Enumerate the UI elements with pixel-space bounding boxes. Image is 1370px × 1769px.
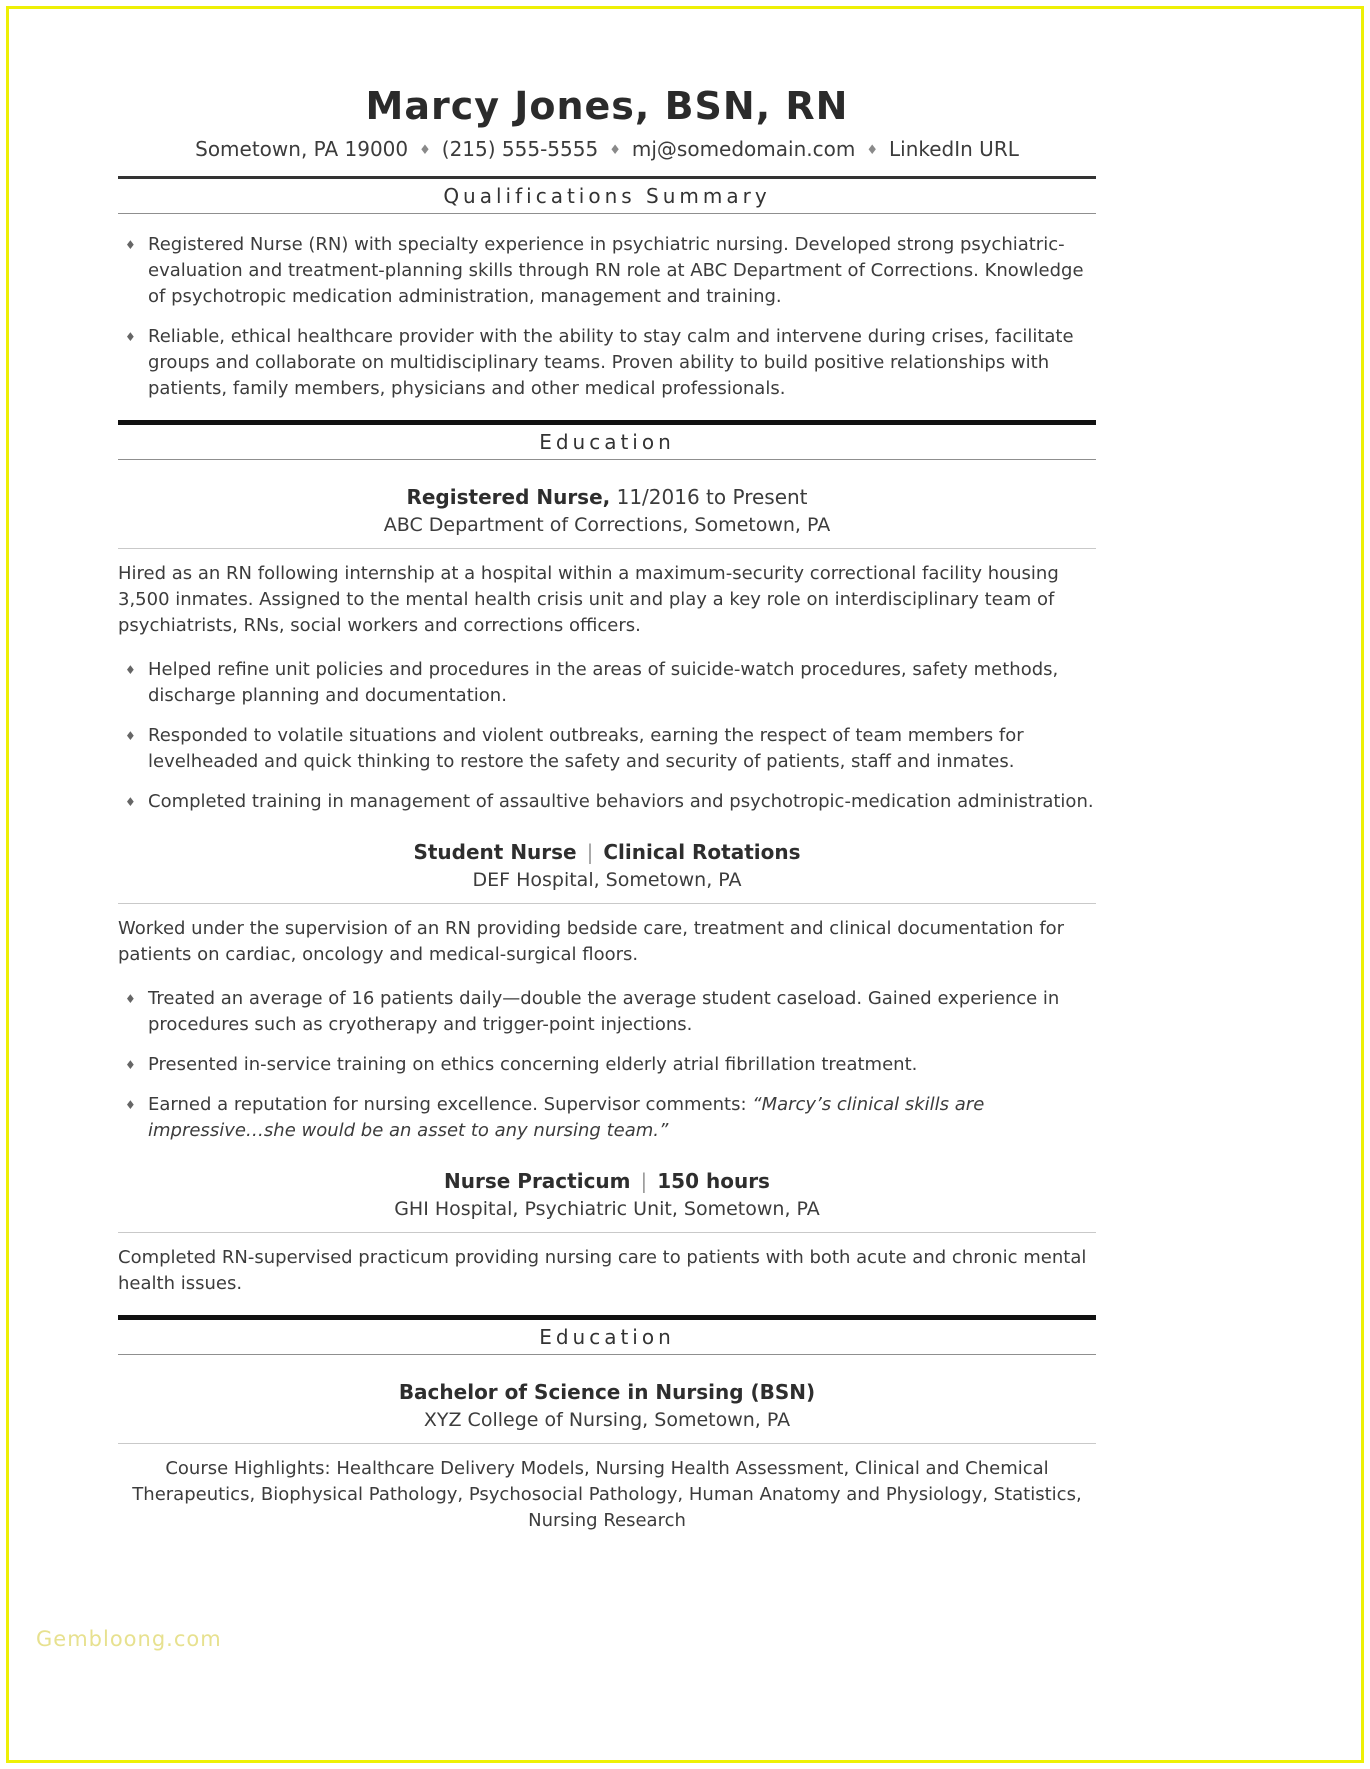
contact-line xyxy=(118,136,1096,164)
job-entry-nurse-practicum xyxy=(118,1168,1096,1297)
pipe-separator: | xyxy=(640,1169,648,1193)
job-bullet-list xyxy=(118,986,1096,1144)
bullet-item xyxy=(118,657,1096,709)
bullet-item xyxy=(118,1052,1096,1078)
subsection-divider xyxy=(118,1232,1096,1233)
job-summary: Worked under the supervision of an RN providing bedside care, treatment and clinical documentation for patients on cardiac, oncology and medical-surgical floors. xyxy=(118,918,1065,965)
section-title-experience: Education xyxy=(539,430,675,454)
section-title-education: Education xyxy=(539,1325,675,1349)
course-highlights: Course Highlights: Healthcare Delivery Models, Nursing Health Assessment, Clinical and Chemical Therapeutics, Biophysical Pathology, Psychosocial Pathology, Human Anatomy and Physiology, Statistics, Nursing Research xyxy=(132,1458,1082,1531)
bullet-item xyxy=(118,1092,1096,1144)
bullet-text: Helped refine unit policies and procedures in the areas of suicide-watch procedures, safety methods, discharge planning and documentation. xyxy=(148,659,1059,706)
watermark-text: Gembloong.com xyxy=(36,1627,222,1651)
section-underline xyxy=(118,459,1096,460)
bullet-text-normal: Earned a reputation for nursing excellence. Supervisor comments: xyxy=(148,1094,753,1115)
pipe-separator: | xyxy=(586,840,594,864)
bullet-text: Treated an average of 16 patients daily—double the average student caseload. Gained experience in procedures such as cryotherapy and trigger-point injections. xyxy=(148,988,1060,1035)
qualifications-bullet-list xyxy=(118,232,1096,402)
subsection-divider xyxy=(118,548,1096,549)
diamond-bullet-icon: ♦ xyxy=(125,238,136,252)
subsection-divider xyxy=(118,903,1096,904)
diamond-bullet-icon: ♦ xyxy=(125,663,136,677)
job-title-right: Clinical Rotations xyxy=(603,840,801,864)
bullet-text: Responded to volatile situations and violent outbreaks, earning the respect of team members for levelheaded and quick thinking to restore the safety and security of patients, staff and inmates. xyxy=(148,725,1024,772)
job-title-left: Student Nurse xyxy=(413,840,577,864)
bullet-text: Registered Nurse (RN) with specialty experience in psychiatric nursing. Developed strong psychiatric-evaluation and treatment-planning skills through RN role at ABC Department of Corrections. Knowledge of psychotropic medication administration, management and training. xyxy=(148,234,1084,307)
job-organization: GHI Hospital, Psychiatric Unit, Sometown, PA xyxy=(394,1198,820,1220)
degree-title: Bachelor of Science in Nursing (BSN) xyxy=(398,1380,816,1404)
job-title-dates: 11/2016 to Present xyxy=(610,485,808,509)
resume-content xyxy=(118,0,1096,1534)
bullet-text: Reliable, ethical healthcare provider with the ability to stay calm and intervene during crises, facilitate groups and collaborate on multidisciplinary teams. Proven ability to build positive relationships with patients, family members, physicians and other medical professionals. xyxy=(148,326,1074,399)
job-organization: ABC Department of Corrections, Sometown, PA xyxy=(383,514,831,536)
job-title-left: Nurse Practicum xyxy=(444,1169,631,1193)
location-text: Sometown, PA 19000 xyxy=(195,137,409,161)
candidate-name: Marcy Jones, BSN, RN xyxy=(365,84,849,128)
bullet-item xyxy=(118,723,1096,775)
job-title-right: 150 hours xyxy=(657,1169,770,1193)
job-title-bold: Registered Nurse, xyxy=(406,485,611,509)
bullet-text: Completed training in management of assaultive behaviors and psychotropic-medication administration. xyxy=(148,791,1094,812)
diamond-bullet-icon: ♦ xyxy=(125,1098,136,1112)
diamond-separator-icon: ♦ xyxy=(419,143,431,158)
school-name: XYZ College of Nursing, Sometown, PA xyxy=(423,1409,791,1431)
bullet-text: Presented in-service training on ethics concerning elderly atrial fibrillation treatment. xyxy=(148,1054,918,1075)
section-title-qualifications: Qualifications Summary xyxy=(443,184,771,208)
job-title xyxy=(118,484,1096,510)
subsection-divider xyxy=(118,1443,1096,1444)
section-underline xyxy=(118,213,1096,214)
phone-text: (215) 555-5555 xyxy=(441,137,599,161)
diamond-bullet-icon: ♦ xyxy=(125,795,136,809)
linkedin-text: LinkedIn URL xyxy=(889,137,1019,161)
job-title xyxy=(118,839,1096,865)
diamond-bullet-icon: ♦ xyxy=(125,729,136,743)
diamond-separator-icon: ♦ xyxy=(866,143,878,158)
diamond-bullet-icon: ♦ xyxy=(125,992,136,1006)
job-entry-registered-nurse xyxy=(118,484,1096,815)
section-underline xyxy=(118,1354,1096,1355)
diamond-bullet-icon: ♦ xyxy=(125,330,136,344)
bullet-text-quote: “Marcy’s clinical skills are impressive…she would be an asset to any nursing team.” xyxy=(148,1094,985,1141)
diamond-separator-icon: ♦ xyxy=(609,143,621,158)
job-bullet-list xyxy=(118,657,1096,815)
job-title xyxy=(118,1168,1096,1194)
bullet-item xyxy=(118,324,1096,402)
bullet-text xyxy=(148,1092,1096,1144)
email-text: mj@somedomain.com xyxy=(631,137,856,161)
job-summary: Hired as an RN following internship at a hospital within a maximum-security correctional facility housing 3,500 inmates. Assigned to the mental health crisis unit and play a key role on interdisciplinary team of psychiatrists, RNs, social workers and corrections officers. xyxy=(118,563,1059,636)
job-organization: DEF Hospital, Sometown, PA xyxy=(472,869,742,891)
job-summary: Completed RN-supervised practicum providing nursing care to patients with both acute and chronic mental health issues. xyxy=(118,1247,1087,1294)
job-entry-student-nurse xyxy=(118,839,1096,1144)
diamond-bullet-icon: ♦ xyxy=(125,1058,136,1072)
bullet-item xyxy=(118,789,1096,815)
bullet-item xyxy=(118,986,1096,1038)
bullet-item xyxy=(118,232,1096,310)
